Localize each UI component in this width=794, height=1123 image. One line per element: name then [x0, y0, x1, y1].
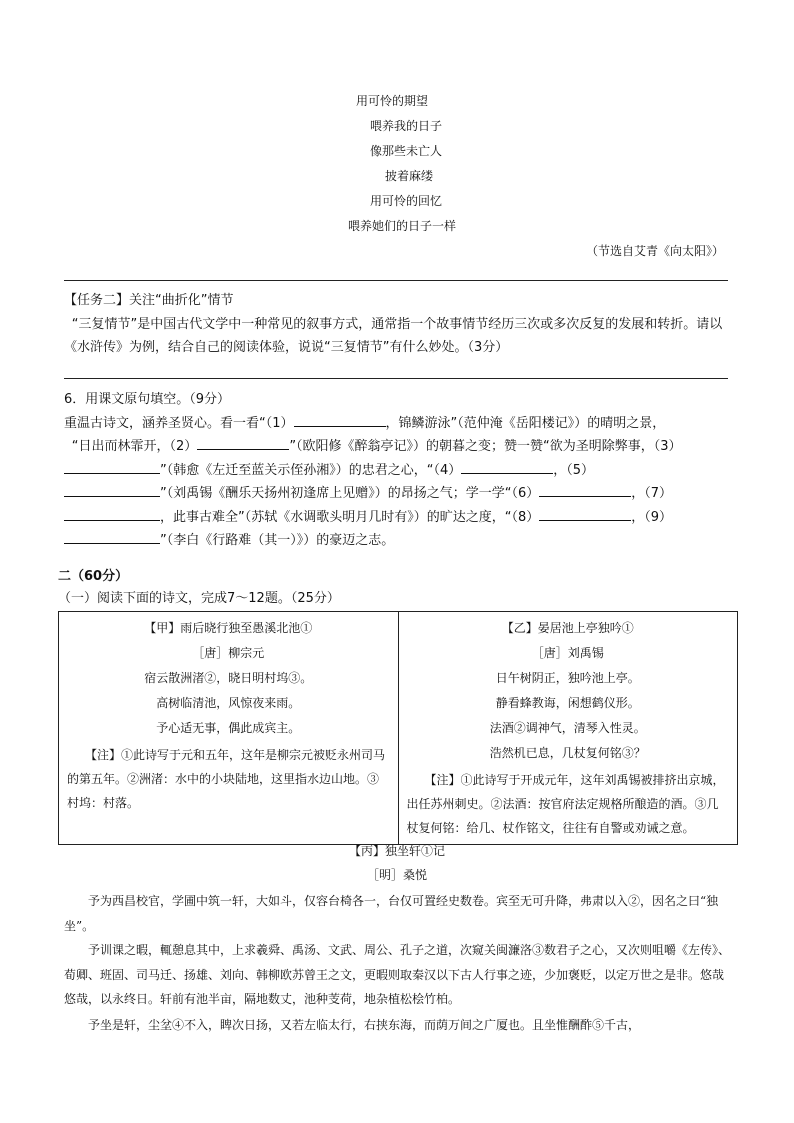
poems-table — [58, 611, 738, 845]
prose-c-paragraph: 予为西昌校官，学圃中筑一轩，大如斗，仅容台椅各一，台仅可置经史数卷。宾至无可升降，弗肃以入②，因名之曰“独坐”。 — [64, 894, 719, 933]
task2-body: “三复情节”是中国古代文学中一种常见的叙事方式，通常指一个故事情节经历三次或多次反复的发展和转折。请以《水浒传》为例，结合自己的阅读体验，说说“三复情节”有什么妙处。（3分） — [64, 316, 723, 355]
poem-b-author: ［唐］刘禹锡 — [531, 646, 604, 660]
poem-a-note: 【注】①此诗写于元和五年，这年是柳宗元被贬永州司马的第五年。②洲渚：水中的小块陆地，这里指水边山地。③村坞：村落。 — [67, 748, 386, 810]
blank-8[interactable] — [539, 506, 631, 521]
blank-6[interactable] — [539, 482, 631, 497]
q6-text: ，（9） — [631, 509, 673, 525]
poem-a-cell — [59, 612, 399, 845]
poem-b-line: 静看蜂教诲，闲想鹤仪形。 — [495, 696, 640, 710]
prose-c-title: 【丙】独坐轩①记 — [348, 844, 445, 858]
blank-7[interactable] — [64, 506, 160, 521]
poem-a-line: 宿云散洲渚②，晓日明村坞③。 — [144, 671, 313, 685]
poem-b-line: 日午树阴正，独吟池上亭。 — [495, 671, 640, 685]
poem-source: （节选自艾青《向太阳》） — [585, 244, 724, 258]
poem-a-author: ［唐］柳宗元 — [192, 646, 265, 660]
q6-text: ”（李白《行路难（其一）》）的豪迈之志。 — [160, 533, 395, 548]
blank-5[interactable] — [64, 482, 160, 497]
q6-line — [64, 506, 732, 530]
poem-a-line: 予心适无事，偶此成宾主。 — [156, 721, 301, 735]
blank-2[interactable] — [197, 435, 289, 450]
prose-c-paragraph: 予坐是轩，尘坌④不入，睥次日扬，又若左临太行，右挟东海，而荫万间之广厦也。且坐惟酬酢⑤千古， — [88, 1018, 641, 1032]
q6-text: ，此事古难全”（苏轼《水调歌头明月几时有》）的旷达之度，“（8） — [160, 509, 540, 525]
blank-3[interactable] — [64, 459, 160, 474]
prose-c-paragraph: 予训课之暇，輒憩息其中，上求羲舜、禹汤、文武、周公、孔子之道，次窥关闽濂洛③数君子之心，又次则咀嚼《左传》、荀卿、班固、司马迁、扬雄、刘向、韩柳欧苏曾王之文，更暇则取秦汉以下古人行事之迹，少加褒贬，以定万世之是非。悠哉悠哉，以永终日。轩前有池半亩，隔地数丈，池种芰荷，地杂植松桧竹柏。 — [64, 943, 731, 1006]
poem-line: 喂养我的日子 — [370, 119, 443, 133]
prose-c-author: ［明］桑悦 — [366, 868, 427, 882]
section-2-subtitle: （一）阅读下面的诗文，完成7～12题。（25分） — [58, 591, 340, 606]
poem-b-line: 法酒②调神气，清琴入性灵。 — [489, 721, 646, 735]
poem-a-line: 高树临清池，风惊夜来雨。 — [156, 696, 301, 710]
poem-line: 披着麻缕 — [385, 169, 434, 183]
q6-line — [64, 459, 732, 483]
poem-b-line: 浩然机已息，几杖复何铭③？ — [489, 746, 646, 760]
answer-line — [64, 280, 728, 281]
answer-line — [64, 378, 728, 379]
q6-text: ”（韩愈《左迁至蓝关示侄孙湘》）的忠君之心，“（4） — [160, 462, 462, 478]
task2-block — [64, 289, 732, 360]
blank-1[interactable] — [294, 412, 386, 427]
q6-text: ”（欧阳修《醉翁亭记》）的朝暮之变；赞一赞“欲为圣明除弊事，（3） — [289, 439, 682, 454]
poem-line: 用可怜的回忆 — [370, 194, 443, 208]
q6-title: 6．用课文原句填空。（9分） — [64, 392, 231, 407]
q6-text: ，（7） — [631, 486, 673, 501]
poem-line: 像那些未亡人 — [370, 144, 443, 158]
q6-text: ，（5） — [553, 462, 595, 478]
q6-line — [64, 435, 732, 459]
poem-b-cell — [398, 612, 738, 845]
q6-text: ”（刘禹锡《酬乐天扬州初逢席上见赠》）的昂扬之气；学一学“（6） — [160, 486, 540, 501]
poem-b-note: 【注】①此诗写于开成元年，这年刘禹锡被排挤出京城，出任苏州刺史。②法酒：按官府法定规格所酿造的酒。③几杖复何铭：给几、杖作铭文，往往有自警或劝诫之意。 — [406, 773, 725, 835]
blank-9[interactable] — [64, 529, 160, 544]
q6-text: 重温古诗文，涵养圣贤心。看一看“（1） — [64, 415, 294, 431]
poem-a-title: 【甲】雨后晓行独至愚溪北池① — [144, 621, 313, 635]
q6-text: ，锦鳞游泳”（范仲淹《岳阳楼记》）的晴明之景， — [385, 415, 666, 431]
q6-text: “日出而林霏开，（2） — [71, 439, 198, 454]
poem-b-title: 【乙】晏居池上亭独吟① — [501, 621, 634, 635]
task2-title: 【任务二】关注“曲折化”情节 — [64, 293, 234, 308]
poem-line: 喂养她们的日子一样 — [348, 219, 457, 233]
q6-line — [64, 482, 732, 506]
section-2-title: 二（60分） — [58, 569, 129, 584]
blank-4[interactable] — [461, 459, 553, 474]
q6-line — [64, 412, 732, 436]
poem-line: 用可怜的期望 — [356, 94, 429, 108]
question-6 — [64, 388, 732, 553]
q6-line — [64, 529, 732, 553]
